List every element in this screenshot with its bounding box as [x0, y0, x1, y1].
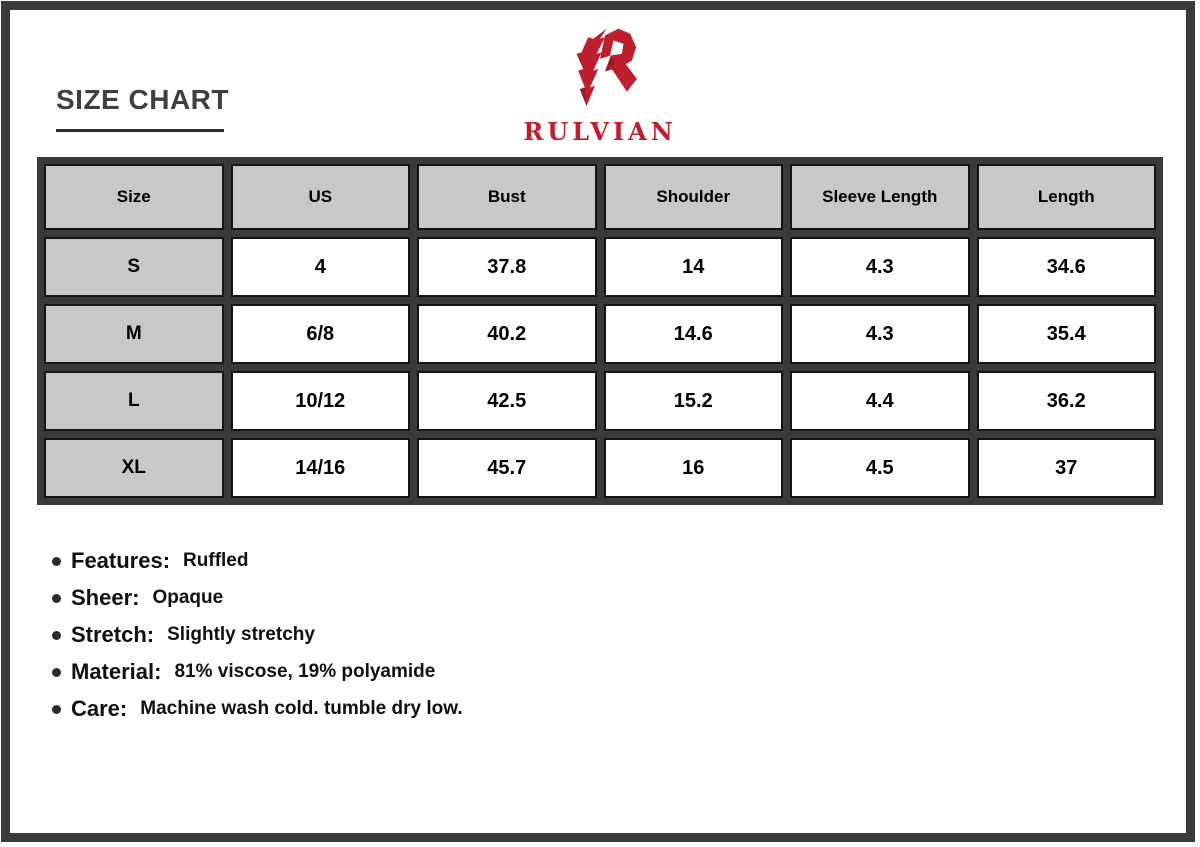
bullet-icon: [52, 557, 61, 566]
column-header-length: Length: [977, 164, 1157, 230]
table-cell: 40.2: [417, 304, 597, 364]
table-cell: 4: [231, 237, 411, 297]
table-cell: 14.6: [604, 304, 784, 364]
header-row: [44, 164, 1156, 230]
detail-value: Machine wash cold. tumble dry low.: [140, 698, 463, 719]
bullet-icon: [52, 705, 61, 714]
table-cell: 37.8: [417, 237, 597, 297]
table-cell: 37: [977, 438, 1157, 498]
table-row: [44, 438, 1156, 498]
column-header-bust: Bust: [417, 164, 597, 230]
table-row: [44, 371, 1156, 431]
brand-wordmark: RULVIAN: [523, 117, 677, 146]
table-cell: 10/12: [231, 371, 411, 431]
detail-label: Care:: [71, 696, 128, 721]
bullet-icon: [52, 594, 61, 603]
column-header-shoulder: Shoulder: [604, 164, 784, 230]
size-cell: S: [44, 237, 224, 297]
detail-label: Features:: [71, 548, 171, 573]
table-cell: 16: [604, 438, 784, 498]
table-cell: 6/8: [231, 304, 411, 364]
size-cell: XL: [44, 438, 224, 498]
table-cell: 14/16: [231, 438, 411, 498]
detail-item-care: [52, 696, 463, 722]
detail-item-sheer: [52, 585, 463, 611]
detail-value: Ruffled: [183, 550, 249, 571]
table-cell: 35.4: [977, 304, 1157, 364]
table-cell: 45.7: [417, 438, 597, 498]
page-title: SIZE CHART: [56, 84, 229, 115]
table-cell: 4.5: [790, 438, 970, 498]
table-cell: 15.2: [604, 371, 784, 431]
size-chart-table: [37, 157, 1163, 505]
size-cell: M: [44, 304, 224, 364]
table-cell: 42.5: [417, 371, 597, 431]
detail-item-material: [52, 659, 463, 685]
bullet-icon: [52, 668, 61, 677]
size-cell: L: [44, 371, 224, 431]
detail-value: Slightly stretchy: [167, 624, 315, 645]
detail-item-features: [52, 548, 463, 574]
table-cell: 4.3: [790, 304, 970, 364]
detail-label: Material:: [71, 659, 162, 684]
detail-value: 81% viscose, 19% polyamide: [174, 661, 436, 682]
detail-value: Opaque: [152, 587, 224, 608]
table-cell: 4.4: [790, 371, 970, 431]
bullet-icon: [52, 631, 61, 640]
table-cell: 4.3: [790, 237, 970, 297]
column-header-sleeve-length: Sleeve Length: [790, 164, 970, 230]
detail-label: Stretch:: [71, 622, 155, 647]
table-cell: 14: [604, 237, 784, 297]
table-row: [44, 237, 1156, 297]
table-cell: 34.6: [977, 237, 1157, 297]
detail-item-stretch: [52, 622, 463, 648]
column-header-size: Size: [44, 164, 224, 230]
detail-label: Sheer:: [71, 585, 140, 610]
rulvian-r-logo-icon: [558, 24, 642, 114]
brand-logo: [0, 24, 1200, 146]
table-cell: 36.2: [977, 371, 1157, 431]
product-details-list: [52, 548, 463, 733]
column-header-us: US: [231, 164, 411, 230]
table-row: [44, 304, 1156, 364]
